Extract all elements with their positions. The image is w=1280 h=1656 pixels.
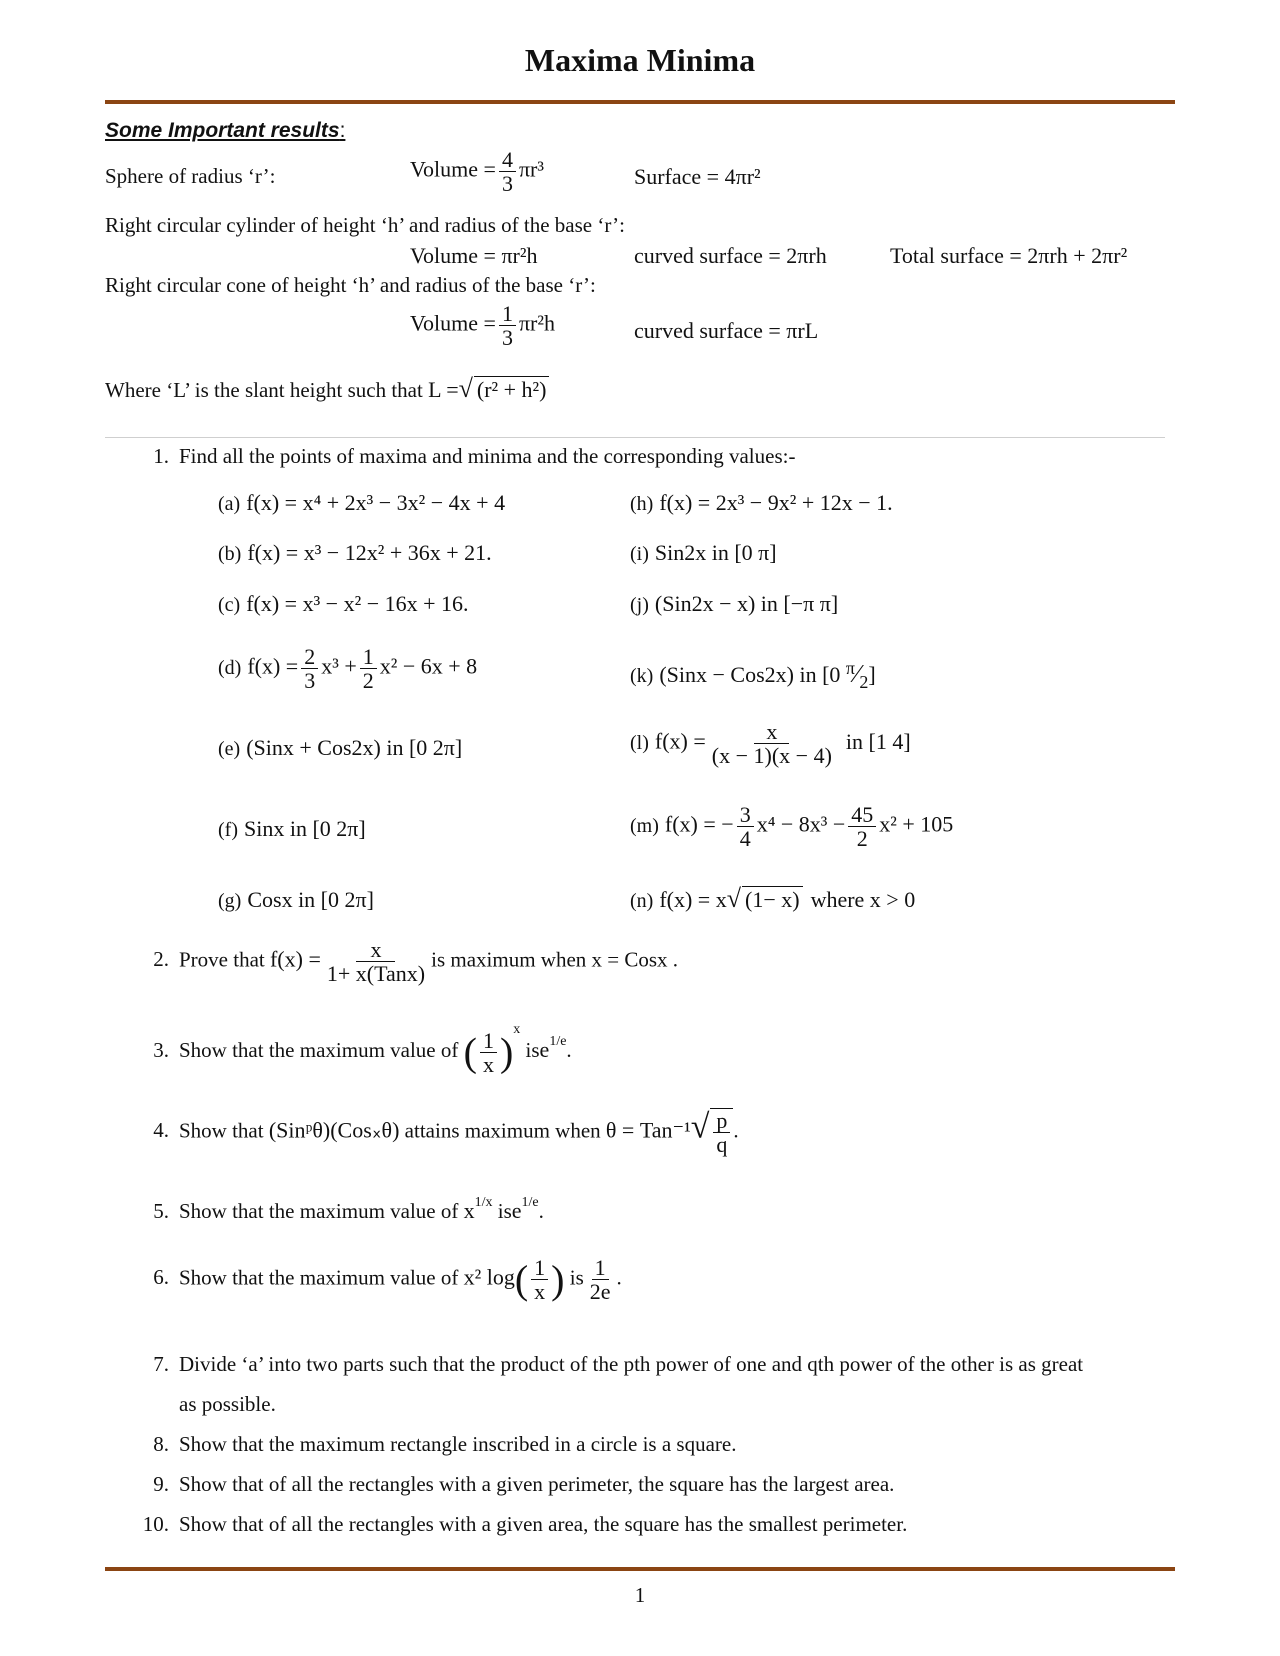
radical-sign: √ (726, 884, 741, 913)
cone-volume-fraction (499, 302, 516, 349)
results-colon: : (339, 119, 346, 142)
item-expr-pre: f(x) = x (659, 887, 727, 912)
radical-sign: √ (690, 1108, 710, 1146)
fraction-denominator: 2 (362, 668, 374, 694)
results-heading (105, 119, 345, 143)
q1-item-n (630, 884, 915, 914)
question-number: 6. (153, 1265, 169, 1290)
question-text: Show that of all the rectangles with a given area, the square has the smallest perimeter. (179, 1512, 908, 1536)
fraction-numerator: x (754, 720, 789, 744)
question-text-mid: is (497, 1199, 512, 1223)
left-paren: ( (514, 1257, 529, 1303)
item-fraction (709, 720, 835, 767)
fraction-numerator: x (356, 938, 395, 962)
item-expr-pre: (Sinx − Cos2x) in [0 (659, 662, 841, 687)
question-text-mid: is (569, 1265, 584, 1290)
fraction-denominator: 2 (856, 826, 868, 852)
item-expr-post: x² − 6x + 8 (379, 653, 478, 679)
slash-fraction-denominator: 2 (859, 672, 869, 692)
sphere-volume-fraction (499, 148, 516, 195)
right-paren: ) (551, 1257, 565, 1303)
item-label: (m) (630, 814, 659, 837)
question-text-post: . (616, 1265, 622, 1290)
bottom-rule (105, 1567, 1175, 1571)
cone-label: Right circular cone of height ‘h’ and radius of the base ‘r’: (105, 273, 596, 297)
question-text-post: . (538, 1199, 544, 1223)
item-label: (j) (630, 594, 649, 616)
sphere-label: Sphere of radius ‘r’: (105, 164, 276, 188)
question-number: 2. (153, 947, 169, 972)
question-10 (133, 1512, 907, 1537)
item-label: (k) (630, 665, 654, 687)
q1-item-k (630, 658, 876, 693)
item-expr-mid: x⁴ − 8x³ − (756, 811, 846, 837)
fraction-numerator: 1 (360, 645, 377, 669)
item-label: (n) (630, 890, 654, 912)
question-9 (133, 1472, 894, 1497)
fraction-denominator: x (482, 1051, 494, 1077)
question-5 (133, 1195, 544, 1224)
question-text: Show that the maximum rectangle inscribed in a circle is a square. (179, 1432, 737, 1456)
q1-item-a (218, 490, 505, 516)
q1-item-l (630, 720, 911, 767)
result-fraction (587, 1256, 614, 1303)
item-expr-mid: x³ + (321, 653, 357, 679)
question-4 (133, 1108, 739, 1156)
question-2 (133, 938, 678, 985)
cone-volume-post: πr²h (518, 310, 555, 336)
question-base: x (463, 1198, 475, 1223)
fraction-denominator: q (716, 1132, 728, 1158)
question-text: Show that the maximum value of (179, 1199, 459, 1223)
question-eq: f(x) = (269, 946, 321, 972)
question-expr: (Sinᵖθ)(Cos᙮θ) (268, 1117, 400, 1143)
item-expr: Sin2x in [0 π] (654, 540, 777, 565)
result-exponent: 1/e (521, 1195, 539, 1210)
item-fraction (848, 803, 876, 850)
item-expr-pre: f(x) = (247, 653, 299, 679)
fraction-numerator: p (713, 1109, 730, 1133)
q1-item-e (218, 735, 462, 761)
top-rule (105, 100, 1175, 104)
question-number: 9. (153, 1472, 169, 1496)
question-7-continued: as possible. (179, 1392, 276, 1416)
item-root: (1− x) (742, 886, 803, 913)
separator-rule (105, 437, 1165, 438)
item-label: (a) (218, 493, 241, 515)
question-text: Show that the maximum value of (179, 1265, 459, 1290)
q1-item-h (630, 490, 893, 516)
left-paren: ( (463, 1029, 477, 1075)
results-heading-text: Some Important results (105, 119, 340, 142)
question-text: Find all the points of maxima and minima and the corresponding values:- (179, 444, 796, 468)
question-8 (133, 1432, 736, 1457)
item-label: (c) (218, 594, 241, 616)
question-number: 4. (153, 1118, 169, 1143)
cone-curved: curved surface = πrL (634, 318, 819, 343)
sphere-volume-pre: Volume = (410, 156, 496, 182)
fraction-denominator: 4 (739, 826, 751, 852)
item-expr: Cosx in [0 2π] (247, 887, 374, 912)
question-1 (133, 444, 795, 469)
item-expr: f(x) = x³ − 12x² + 36x + 21. (247, 540, 492, 565)
slash-glyph: ∕ (855, 659, 860, 688)
q1-item-g (218, 887, 374, 913)
question-number: 8. (153, 1432, 169, 1456)
question-fraction (324, 938, 428, 985)
fraction-numerator: 45 (848, 803, 876, 827)
q1-item-j (630, 591, 838, 617)
question-text-post: . (733, 1118, 739, 1143)
question-fraction (480, 1029, 497, 1076)
item-expr: f(x) = x³ − x² − 16x + 16. (246, 591, 469, 616)
question-text-mid: attains maximum when (404, 1118, 601, 1143)
slash-fraction-numerator: π (845, 658, 856, 678)
fraction-numerator: 3 (737, 803, 754, 827)
question-text: Prove that (179, 947, 265, 972)
cylinder-label: Right circular cylinder of height ‘h’ and radius of the base ‘r’: (105, 213, 625, 237)
fraction-numerator: 1 (531, 1256, 548, 1280)
question-3 (133, 1022, 572, 1076)
question-eq: θ = Tan⁻¹ (605, 1117, 691, 1143)
slant-root: (r² + h²) (474, 376, 550, 403)
cylinder-curved: curved surface = 2πrh (634, 243, 827, 268)
right-paren: ) (499, 1029, 514, 1075)
q1-item-d (218, 645, 477, 692)
item-expr: (Sinx + Cos2x) in [0 2π] (246, 735, 463, 760)
item-expr-pre: f(x) = (654, 728, 706, 754)
slant-text (105, 374, 549, 404)
fraction-denominator: x (534, 1279, 546, 1305)
slant-eq: L = (428, 377, 459, 402)
question-number: 5. (153, 1199, 169, 1223)
sphere-volume (410, 148, 544, 195)
item-label: (e) (218, 738, 241, 760)
item-expr: f(x) = x⁴ + 2x³ − 3x² − 4x + 4 (246, 490, 506, 515)
page-number: 1 (634, 1583, 646, 1607)
fraction-numerator: 1 (592, 1256, 609, 1280)
cylinder-total: Total surface = 2πrh + 2πr² (890, 243, 1128, 268)
exponent: x (513, 1022, 521, 1037)
question-fraction (713, 1109, 730, 1156)
sphere-volume-post: πr³ (518, 156, 544, 182)
sphere-surface: Surface = 4πr² (634, 164, 761, 189)
cone-volume-pre: Volume = (410, 310, 496, 336)
fraction-denominator: (x − 1)(x − 4) (711, 743, 832, 769)
item-expr: f(x) = 2x³ − 9x² + 12x − 1. (659, 490, 893, 515)
fraction-denominator: 1+ x(Tanx) (326, 961, 426, 987)
item-expr: Sinx in [0 2π] (243, 816, 366, 841)
item-label: (b) (218, 543, 242, 565)
question-text-post: . (566, 1038, 572, 1062)
page-title: Maxima Minima (524, 42, 756, 78)
question-7 (133, 1352, 1083, 1377)
item-fraction (360, 645, 377, 692)
q1-item-c (218, 591, 469, 617)
item-expr-post: in [1 4] (845, 728, 911, 754)
fraction-denominator: 3 (501, 325, 513, 351)
fraction-denominator: 2e (589, 1279, 611, 1305)
exponent: 1/x (474, 1195, 493, 1210)
question-text: Show that of all the rectangles with a given perimeter, the square has the largest area. (179, 1472, 895, 1496)
fraction-numerator: 4 (499, 148, 516, 172)
q1-item-m (630, 803, 953, 850)
item-label: (g) (218, 890, 242, 912)
item-label: (i) (630, 543, 649, 565)
radical-sign: √ (458, 374, 473, 403)
item-expr-post: ] (868, 662, 876, 687)
q1-item-f (218, 816, 366, 842)
q1-item-b (218, 540, 492, 566)
slant-text-label: Where ‘L’ is the slant height such that (105, 378, 423, 402)
question-number: 3. (153, 1038, 169, 1062)
question-number: 1. (153, 444, 169, 468)
question-6 (133, 1256, 622, 1303)
cone-volume (410, 302, 555, 349)
question-text: Show that (179, 1118, 264, 1143)
item-expr-post: where x > 0 (810, 887, 916, 912)
fraction-numerator: 1 (480, 1029, 497, 1053)
item-label: (h) (630, 493, 654, 515)
question-text-mid: is (525, 1038, 540, 1062)
question-number: 10. (142, 1512, 169, 1536)
item-expr-post: x² + 105 (879, 811, 954, 837)
question-text-post: is maximum when x = Cosx . (431, 947, 679, 972)
item-expr-pre: f(x) = − (664, 811, 734, 837)
fraction-numerator: 2 (301, 645, 318, 669)
question-text: Show that the maximum value of (179, 1038, 459, 1062)
question-expr: x² log (463, 1264, 515, 1290)
fraction-denominator: 3 (304, 668, 316, 694)
result-base: e (539, 1037, 550, 1062)
cylinder-volume: Volume = πr²h (410, 243, 538, 268)
fraction-denominator: 3 (501, 171, 513, 197)
item-label: (f) (218, 819, 238, 841)
question-text: Divide ‘a’ into two parts such that the product of the pth power of one and qth power of the other is as great (179, 1352, 1084, 1376)
item-label: (l) (630, 731, 649, 754)
q1-item-i (630, 540, 777, 566)
question-fraction (531, 1256, 548, 1303)
fraction-numerator: 1 (499, 302, 516, 326)
result-base: e (511, 1198, 522, 1223)
item-fraction (301, 645, 318, 692)
item-label: (d) (218, 656, 242, 679)
result-exponent: 1/e (549, 1034, 567, 1049)
question-number: 7. (153, 1352, 169, 1376)
item-fraction (737, 803, 754, 850)
item-expr: (Sin2x − x) in [−π π] (654, 591, 839, 616)
radical-body (710, 1108, 733, 1156)
